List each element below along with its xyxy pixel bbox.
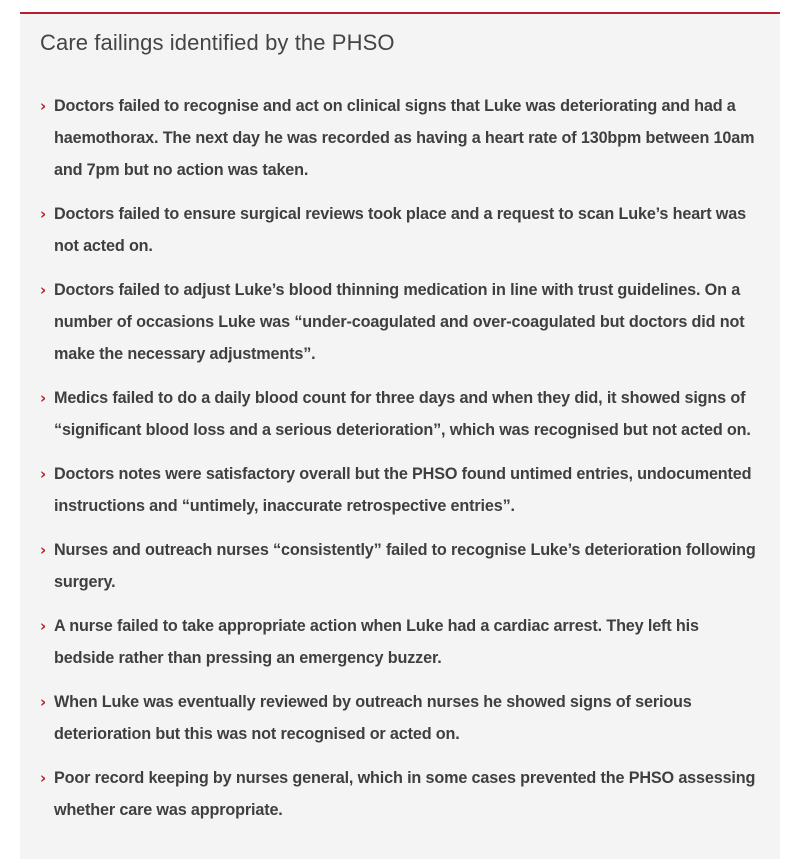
list-item-text: Doctors notes were satisfactory overall but the PHSO found untimed entries, undocumented instructions and “untimely, inaccurate retrospective entries”.	[54, 465, 752, 515]
chevron-right-icon: ›	[40, 769, 47, 787]
chevron-right-icon: ›	[40, 389, 47, 407]
care-failings-panel	[20, 12, 780, 859]
list-item	[40, 90, 760, 186]
list-item-text: When Luke was eventually reviewed by outreach nurses he showed signs of serious deterioration but this was not recognised or acted on.	[54, 693, 692, 743]
list-item-text: A nurse failed to take appropriate action when Luke had a cardiac arrest. They left his bedside rather than pressing an emergency buzzer.	[54, 617, 699, 667]
list-item	[40, 534, 760, 598]
list-item-text: Nurses and outreach nurses “consistently” failed to recognise Luke’s deterioration following surgery.	[54, 541, 756, 591]
list-item-text: Poor record keeping by nurses general, which in some cases prevented the PHSO assessing whether care was appropriate.	[54, 769, 756, 819]
chevron-right-icon: ›	[40, 97, 47, 115]
list-item	[40, 686, 760, 750]
list-item	[40, 198, 760, 262]
list-item-text: Doctors failed to recognise and act on clinical signs that Luke was deteriorating and had a haemothorax. The next day he was recorded as having a heart rate of 130bpm between 10am and 7pm but no action was taken.	[54, 97, 755, 179]
list-item	[40, 610, 760, 674]
chevron-right-icon: ›	[40, 281, 47, 299]
list-item	[40, 458, 760, 522]
list-item	[40, 762, 760, 826]
chevron-right-icon: ›	[40, 541, 47, 559]
chevron-right-icon: ›	[40, 693, 47, 711]
list-item	[40, 382, 760, 446]
chevron-right-icon: ›	[40, 205, 47, 223]
panel-title: Care failings identified by the PHSO	[40, 30, 395, 55]
list-item-text: Doctors failed to adjust Luke’s blood thinning medication in line with trust guidelines. On a number of occasions Luke was “under-coagulated and over-coagulated but doctors did not make the necessary adjustments”.	[54, 281, 745, 363]
list-item-text: Medics failed to do a daily blood count for three days and when they did, it showed signs of “significant blood loss and a serious deterioration”, which was recognised but not acted on.	[54, 389, 751, 439]
list-item	[40, 274, 760, 370]
care-failings-list	[40, 90, 760, 838]
chevron-right-icon: ›	[40, 617, 47, 635]
list-item-text: Doctors failed to ensure surgical reviews took place and a request to scan Luke’s heart was not acted on.	[54, 205, 746, 255]
chevron-right-icon: ›	[40, 465, 47, 483]
